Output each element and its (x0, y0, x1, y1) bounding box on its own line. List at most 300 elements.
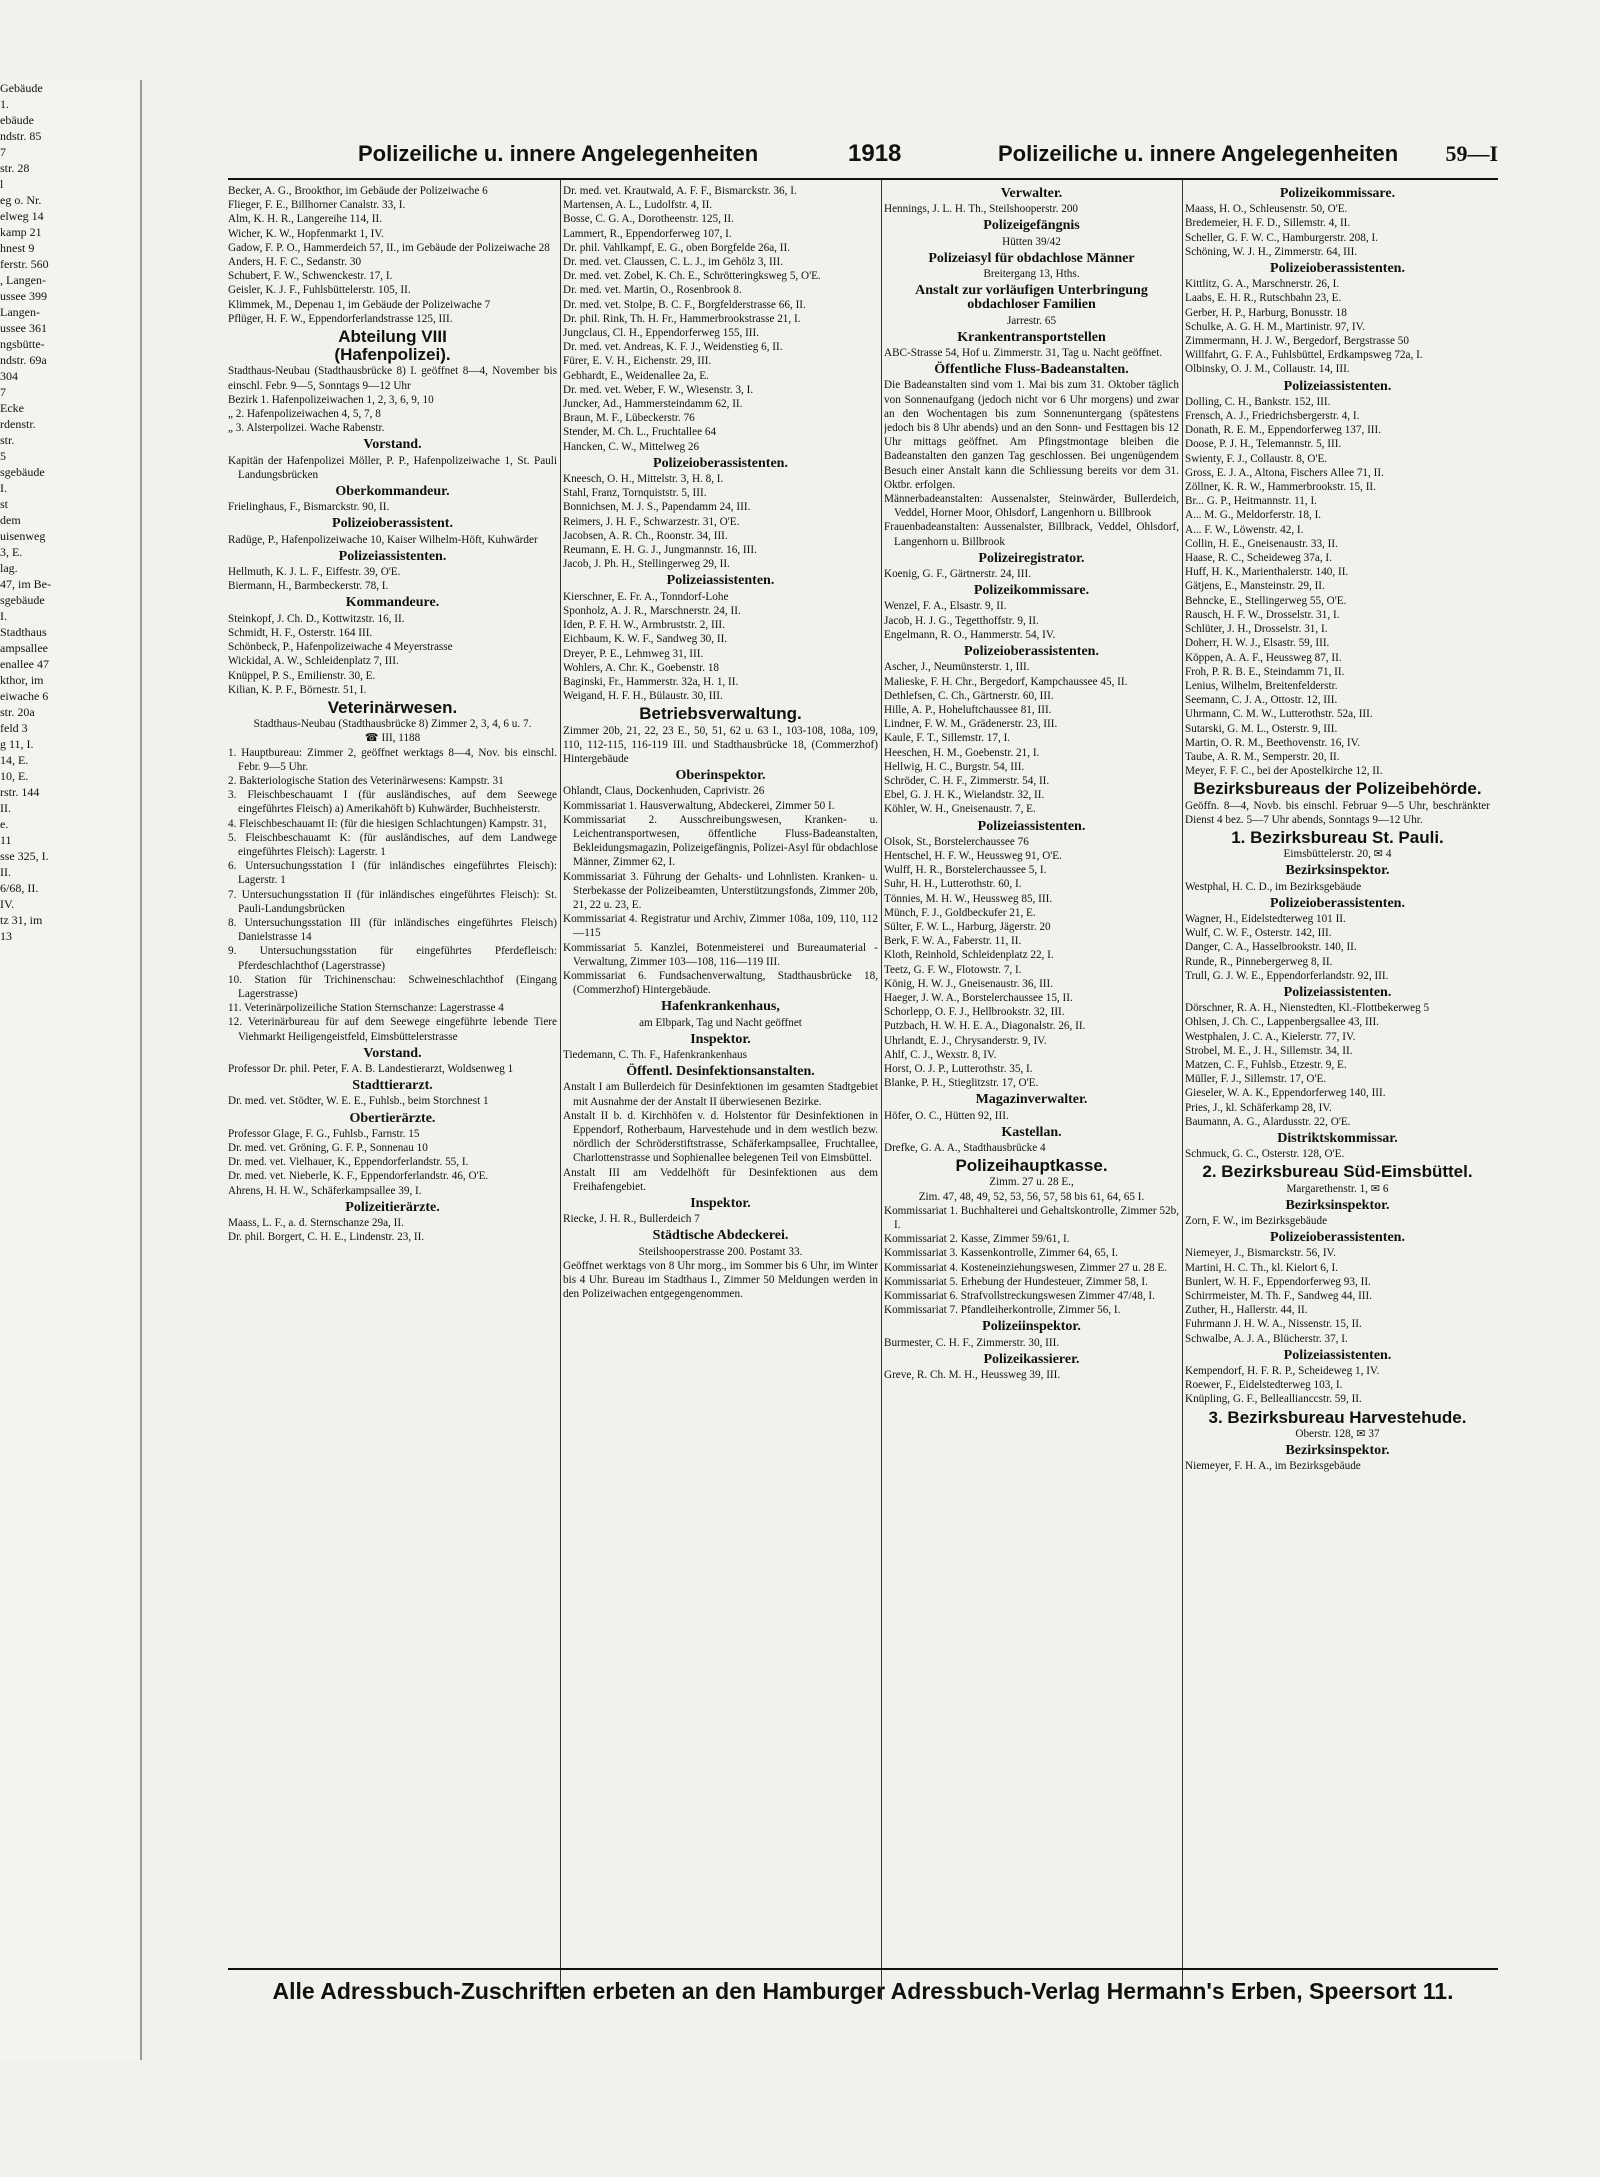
directory-entry: Kommissariat 6. Strafvollstreckungswesen Zimmer 47/48, I. (884, 1290, 1155, 1303)
directory-entry: Kempendorf, H. F. R. P., Scheideweg 1, IV. (1185, 1365, 1380, 1378)
section-heading: Verwalter. (1000, 186, 1063, 201)
section-heading: Polizeioberassistenten. (1270, 261, 1405, 277)
section-heading: Polizeiassistenten. (1283, 1347, 1392, 1363)
directory-entry: Kloth, Reinhold, Schleidenplatz 22, I. (884, 949, 1054, 962)
edge-line: 5 (0, 449, 6, 463)
directory-entry: Martini, H. C. Th., kl. Kielort 6, I. (1185, 1261, 1338, 1274)
directory-entry: Dörschner, R. A. H., Nienstedten, Kl.-Flottbekerweg 5 (1185, 1002, 1430, 1015)
directory-entry: Wicher, K. W., Hopfenmarkt 1, IV. (228, 227, 384, 240)
directory-entry: Berk, F. W. A., Faberstr. 11, II. (884, 935, 1022, 948)
directory-entry: Niemeyer, J., Bismarckstr. 56, IV. (1185, 1247, 1336, 1260)
directory-entry: Kommissariat 4. Kosteneinziehungswesen, Zimmer 27 u. 28 E. (884, 1261, 1168, 1274)
directory-entry: Radüge, P., Hafenpolizeiwache 10, Kaiser Wilhelm-Höft, Kuhwärder (228, 533, 538, 546)
directory-entry: Schönbeck, P., Hafenpolizeiwache 4 Meyerstrasse (228, 641, 453, 654)
directory-entry: Dr. phil. Borgert, C. H. E., Lindenstr. 23, II. (228, 1231, 425, 1244)
department-heading: Bezirksbureaus der Polizeibehörde. (1193, 779, 1482, 799)
edge-line: IV. (0, 897, 15, 911)
directory-entry: Teetz, G. F. W., Flotowstr. 7, I. (884, 963, 1022, 976)
directory-entry: Baginski, Fr., Hammerstr. 32a, H. 1, II. (563, 675, 739, 688)
location-line: am Elbpark, Tag und Nacht geöffnet (639, 1016, 802, 1029)
directory-entry: Taube, A. R. M., Semperstr. 20, II. (1185, 750, 1340, 763)
directory-entry: Malieske, F. H. Chr., Bergedorf, Kampchaussee 45, II. (884, 675, 1128, 688)
directory-entry: Willfahrt, G. F. A., Fuhlsbüttel, Erdkampsweg 72a, I. (1185, 349, 1423, 362)
directory-entry: Biermann, H., Barmbeckerstr. 78, I. (228, 580, 389, 593)
edge-line: l (0, 177, 4, 191)
directory-entry: Steinkopf, J. Ch. D., Kottwitzstr. 16, II. (228, 612, 405, 625)
directory-entry: Burmester, C. H. F., Zimmerstr. 30, III. (884, 1336, 1060, 1349)
info-paragraph: ABC-Strasse 54, Hof u. Zimmerstr. 31, Tag u. Nacht geöffnet. (884, 347, 1163, 360)
directory-entry: Zöllner, K. R. W., Hammerbrookstr. 15, II. (1185, 481, 1376, 494)
directory-entry: Kommissariat 2. Ausschreibungswesen, Kranken- u. Leichentransportwesen, öffentliche Fluss-Badeanstalten, Bekleidungsmagazin, Polizeigefängnis, Polizei-Asyl für obdachlose Männer, Zimmer 62, I. (563, 813, 878, 869)
department-heading: 2. Bezirksbureau Süd-Eimsbüttel. (1202, 1162, 1473, 1182)
directory-entry: Ahrens, H. H. W., Schäferkampsallee 39, I. (228, 1184, 422, 1197)
directory-entry: „ 3. Alsterpolizei. Wache Rabenstr. (228, 422, 385, 435)
directory-entry: Kommissariat 3. Kassenkontrolle, Zimmer 64, 65, I. (884, 1247, 1118, 1260)
directory-entry: Uhrlandt, E. J., Chrysanderstr. 9, IV. (884, 1034, 1047, 1047)
directory-entry: Frensch, A. J., Friedrichsbergerstr. 4, I. (1185, 410, 1360, 423)
directory-entry: Wulff, H. R., Borstelerchaussee 5, I. (884, 864, 1047, 877)
directory-entry: Professor Glage, F. G., Fuhlsb., Farnstr. 15 (228, 1127, 420, 1140)
location-line: Jarrestr. 65 (1006, 314, 1057, 327)
edge-line: 14, E. (0, 753, 29, 767)
directory-entry: Klimmek, M., Depenau 1, im Gebäude der Polizeiwache 7 (228, 298, 491, 311)
directory-entry: Zorn, F. W., im Bezirksgebäude (1185, 1215, 1328, 1228)
directory-entry: Gerber, H. P., Harburg, Bonusstr. 18 (1185, 306, 1347, 319)
directory-entry: Dr. med. vet. Stolpe, B. C. F., Borgfelderstrasse 66, II. (563, 298, 806, 311)
directory-entry: Dr. med. vet. Vielhauer, K., Eppendorferlandstr. 55, I. (228, 1156, 469, 1169)
edge-line: dem (0, 513, 21, 527)
directory-entry: Schröder, C. H. F., Zimmerstr. 54, II. (884, 774, 1050, 787)
directory-entry: Greve, R. Ch. M. H., Heussweg 39, III. (884, 1369, 1061, 1382)
directory-entry: Jacob, J. Ph. H., Stellingerweg 29, II. (563, 558, 730, 571)
section-heading: Polizeikommissare. (1279, 186, 1396, 201)
location-line: Margarethenstr. 1, ✉ 6 (1286, 1182, 1389, 1195)
column-divider (1182, 180, 1183, 2000)
directory-entry: Bunlert, W. H. F., Eppendorferweg 93, II. (1185, 1275, 1371, 1288)
edge-line: ampsallee (0, 641, 48, 655)
directory-entry: Kommissariat 5. Erhebung der Hundesteuer, Zimmer 58, I. (884, 1275, 1148, 1288)
location-line: Zimm. 27 u. 28 E., (989, 1176, 1074, 1189)
directory-entry: Schmidt, H. F., Osterstr. 164 III. (228, 626, 373, 639)
edge-line: feld 3 (0, 721, 28, 735)
directory-entry: Pries, J., kl. Schäferkamp 28, IV. (1185, 1101, 1332, 1114)
directory-entry: Stender, M. Ch. L., Fruchtallee 64 (563, 426, 717, 439)
directory-entry: Pflüger, H. F. W., Eppendorferlandstrasse 125, III. (228, 312, 453, 325)
info-paragraph: Stadthaus-Neubau (Stadthausbrücke 8) I. geöffnet 8—4, November bis einschl. Febr. 9—5, Sonntags 9—12 Uhr (228, 365, 557, 392)
section-heading: Polizeiregistrator. (978, 550, 1085, 566)
location-line: Zim. 47, 48, 49, 52, 53, 56, 57, 58 bis 61, 64, 65 I. (918, 1190, 1145, 1203)
edge-line: I. (0, 481, 7, 495)
edge-line: 3, E. (0, 545, 23, 559)
edge-line: uisenweg (0, 529, 46, 543)
section-heading: Bezirksinspektor. (1285, 1443, 1390, 1459)
department-heading: 3. Bezirksbureau Harvestehude. (1208, 1407, 1467, 1427)
directory-entry: Kaule, F. T., Sillemstr. 17, I. (884, 732, 1011, 745)
department-heading: Polizeihauptkasse. (955, 1156, 1108, 1176)
edge-line: 47, im Be- (0, 577, 51, 591)
directory-entry: 7. Untersuchungsstation II (für inländisches eingeführtes Fleisch): St. Pauli-Landungsbrücken (228, 888, 557, 915)
edge-line: st (0, 497, 9, 511)
directory-entry: Köppen, A. A. F., Heussweg 87, II. (1185, 651, 1342, 664)
directory-entry: Dolling, C. H., Bankstr. 152, III. (1185, 395, 1331, 408)
section-heading: Polizeikassierer. (983, 1351, 1080, 1367)
section-heading: Bezirksinspektor. (1285, 863, 1390, 879)
directory-entry: Anstalt I am Bullerdeich für Desinfektionen im gesamten Stadtgebiet mit Ausnahme der der Anstalt II überwiesenen Bezirke. (563, 1081, 878, 1108)
directory-entry: Trull, G. J. W. E., Eppendorferlandstr. 92, III. (1185, 969, 1389, 982)
directory-entry: Riecke, J. H. R., Bullerdeich 7 (563, 1213, 700, 1226)
directory-entry: Hille, A. P., Hoheluftchaussee 81, III. (884, 703, 1052, 716)
directory-entry: Anders, H. F. C., Sedanstr. 30 (228, 256, 362, 269)
directory-entry: Westphalen, J. C. A., Kielerstr. 77, IV. (1185, 1030, 1356, 1043)
directory-entry: Dr. med. vet. Weber, F. W., Wiesenstr. 3, I. (563, 383, 754, 396)
directory-entry: 2. Bakteriologische Station des Veterinärwesens: Kampstr. 31 (228, 774, 504, 787)
directory-entry: Haeger, J. W. A., Borstelerchaussee 15, II. (884, 991, 1073, 1004)
directory-entry: Kommissariat 5. Kanzlei, Botenmeisterei und Bureaumaterial - Verwaltung, Zimmer 103—108, 116—119 III. (563, 941, 878, 968)
directory-entry: Hancken, C. W., Mittelweg 26 (563, 440, 700, 453)
column-1 (228, 184, 557, 1244)
edge-line: II. (0, 801, 11, 815)
directory-entry: Schulke, A. G. H. M., Martinistr. 97, IV. (1185, 320, 1366, 333)
directory-entry: Dr. med. vet. Andreas, K. F. J., Weidenstieg 6, II. (563, 341, 783, 354)
directory-entry: Ohlsen, J. Ch. C., Lappenbergsallee 43, III. (1185, 1016, 1379, 1029)
directory-entry: Becker, A. G., Brookthor, im Gebäude der Polizeiwache 6 (228, 185, 488, 197)
directory-entry: Meyer, F. F. C., bei der Apostelkirche 12, II. (1185, 765, 1383, 778)
header-year: 1918 (848, 140, 902, 167)
location-line: Hütten 39/42 (1002, 235, 1061, 248)
directory-entry: Schwalbe, A. J. A., Blücherstr. 37, I. (1185, 1332, 1348, 1345)
edge-line: ferstr. 560 (0, 257, 49, 271)
edge-line: enallee 47 (0, 657, 49, 671)
directory-page (228, 130, 1498, 2060)
previous-page-edge (0, 80, 142, 2060)
section-heading: Bezirksinspektor. (1285, 1197, 1390, 1213)
directory-entry: 5. Fleischbeschauamt K: (für ausländisches, auf dem Landwege eingeführtes Fleisch): Lagerstr. 1 (228, 831, 557, 858)
edge-line: elweg 14 (0, 209, 44, 223)
section-heading: Polizeigefängnis (983, 218, 1080, 234)
directory-entry: Ascher, J., Neumünsterstr. 1, III. (884, 661, 1030, 674)
directory-entry: Suhr, H. H., Lutterothstr. 60, I. (884, 878, 1022, 891)
directory-entry: Reumann, E. H. G. J., Jungmannstr. 16, III. (563, 544, 757, 557)
directory-entry: Kommissariat 4. Registratur und Archiv, Zimmer 108a, 109, 110, 112—115 (563, 913, 878, 940)
directory-entry: Doose, P. J. H., Telemannstr. 5, III. (1185, 438, 1342, 451)
edge-line: eg o. Nr. (0, 193, 42, 207)
directory-entry: Knüpling, G. F., Belleallianccstr. 59, II. (1185, 1393, 1362, 1406)
directory-entry: Doherr, H. W. J., Elsastr. 59, III. (1185, 637, 1330, 650)
directory-entry: 4. Fleischbeschauamt II: (für die hiesigen Schlachtungen) Kampstr. 31, (228, 817, 547, 830)
directory-entry: Schmuck, G. C., Osterstr. 128, O'E. (1185, 1148, 1345, 1161)
directory-entry: Olbinsky, O. J. M., Collaustr. 14, III. (1185, 363, 1350, 376)
directory-entry: Martensen, A. L., Ludolfstr. 4, II. (563, 199, 713, 212)
directory-entry: Schirrmeister, M. Th. F., Sandweg 44, III. (1185, 1290, 1373, 1303)
directory-entry: 9. Untersuchungsstation für eingeführtes Pferdefleisch: Pferdeschlachthof (Lagerstrasse) (228, 945, 557, 972)
directory-entry: König, H. W. J., Gneisenaustr. 36, III. (884, 977, 1054, 990)
edge-line: ndstr. 85 (0, 129, 42, 143)
directory-entry: A... M. G., Meldorferstr. 18, I. (1185, 509, 1322, 522)
directory-entry: Knüppel, P. S., Emilienstr. 30, E. (228, 669, 376, 682)
section-heading: Hafenkrankenhaus, (661, 999, 780, 1015)
directory-entry: Uhrmann, C. M. W., Lutterothstr. 52a, III. (1185, 708, 1373, 721)
directory-entry: Sülter, F. W. L., Harburg, Jägerstr. 20 (884, 920, 1051, 933)
directory-entry: 11. Veterinärpolizeiliche Station Sternschanze: Lagerstrasse 4 (228, 1002, 504, 1015)
edge-line: 304 (0, 369, 18, 383)
edge-line: g 11, I. (0, 737, 34, 751)
directory-entry: Münch, F. J., Goldbeckufer 21, E. (884, 906, 1036, 919)
info-paragraph: Geöffnet werktags von 8 Uhr morg., im Sommer bis 6 Uhr, im Winter bis 4 Uhr. Bureau im Stadthaus I., Zimmer 50 Meldungen werden in den Polizeiwachen entgegengenommen. (563, 1259, 878, 1301)
edge-line: lag. (0, 561, 18, 575)
directory-entry: Ahlf, C. J., Wexstr. 8, IV. (884, 1048, 997, 1061)
location-line: Eimsbüttelerstr. 20, ✉ 4 (1283, 848, 1392, 861)
edge-line: Gebäude (0, 81, 43, 95)
directory-entry: Dr. med. vet. Martin, O., Rosenbrook 8. (563, 284, 742, 297)
directory-entry: Rausch, H. F. W., Drosselstr. 31, I. (1185, 608, 1340, 621)
directory-entry: Anstalt II b. d. Kirchhöfen v. d. Holstentor für Desinfektionen in Eppendorf, Rotherbaum, Harvestehude und in dem westlich bezw. nördlich der Schröderstiftstrasse, Schäferkampsallee, Fruchtallee, Charlottenstrasse und Sophienallee belegenen Teil von Eimsbüttel. (563, 1109, 878, 1165)
location-line: Oberstr. 128, ✉ 37 (1295, 1427, 1380, 1440)
directory-entry: Martin, O. R. M., Beethovenstr. 16, IV. (1185, 736, 1361, 749)
directory-entry: Roewer, F., Eidelstedterweg 103, I. (1185, 1379, 1343, 1392)
location-line: Stadthaus-Neubau (Stadthausbrücke 8) Zimmer 2, 3, 4, 6 u. 7. (253, 718, 532, 731)
section-heading: Vorstand. (363, 437, 422, 453)
directory-entry: Anstalt III am Veddelhöft für Desinfektionen aus dem Freihafengebiet. (563, 1166, 878, 1193)
directory-entry: Drefke, G. A. A., Stadthausbrücke 4 (884, 1142, 1046, 1154)
section-heading: Stadttierarzt. (352, 1078, 433, 1094)
edge-line: 1. (0, 97, 9, 111)
directory-entry: 8. Untersuchungsstation III (für inländisches eingeführtes Fleisch) Danielstrasse 14 (228, 916, 557, 944)
directory-entry: Runde, R., Pinnebergerweg 8, II. (1185, 955, 1333, 968)
edge-line: kamp 21 (0, 225, 42, 239)
edge-line: str. 28 (0, 161, 30, 175)
directory-entry: Heeschen, H. M., Goebenstr. 21, I. (884, 746, 1040, 759)
section-heading: Städtische Abdeckerei. (652, 1228, 789, 1244)
directory-entry: Blanke, P. H., Stieglitzstr. 17, O'E. (884, 1077, 1039, 1090)
directory-entry: Koenig, G. F., Gärtnerstr. 24, III. (884, 568, 1031, 581)
directory-entry: Zimmermann, H. J. W., Bergedorf, Bergstrasse 50 (1185, 335, 1409, 348)
directory-entry: Horst, O. J. P., Lutterothstr. 35, I. (884, 1062, 1033, 1075)
directory-entry: Hellmuth, K. J. L. F., Eiffestr. 39, O'E. (228, 566, 401, 579)
section-heading: Polizeitierärzte. (345, 1199, 440, 1215)
header-left-title: Polizeiliche u. innere Angelegenheiten (358, 141, 759, 166)
directory-entry: Schubert, F. W., Schwenckestr. 17, I. (228, 270, 393, 283)
column-4 (1185, 184, 1490, 1473)
section-heading: Kastellan. (1001, 1124, 1062, 1140)
directory-entry: Dr. med. vet. Zobel, K. Ch. E., Schrötteringksweg 5, O'E. (563, 270, 821, 283)
section-heading: Polizeiassistenten. (977, 818, 1086, 834)
department-heading: Abteilung VIII (338, 327, 447, 347)
directory-entry: Reimers, J. H. F., Schwarzestr. 31, O'E. (563, 515, 740, 528)
directory-entry: Braun, M. F., Lübeckerstr. 76 (563, 412, 695, 425)
directory-entry: Collin, H. E., Gneisenaustr. 33, II. (1185, 537, 1338, 550)
directory-entry: Putzbach, H. W. H. E. A., Diagonalstr. 26, II. (884, 1020, 1086, 1033)
section-heading: Polizeiassistenten. (338, 548, 447, 564)
directory-entry: Kommissariat 6. Fundsachenverwaltung, Stadthausbrücke 18, (Commerzhof) Hintergebäude. (563, 969, 878, 997)
directory-entry: Fuhrmann J. H. W. A., Nissenstr. 15, II. (1185, 1318, 1362, 1331)
section-heading: Öffentliche Fluss-Badeanstalten. (934, 362, 1129, 378)
directory-entry: Zuther, H., Hallerstr. 44, II. (1185, 1304, 1308, 1317)
edge-line: , Langen- (0, 273, 46, 287)
edge-line: 7 (0, 385, 6, 399)
directory-entry: Haase, R. C., Scheideweg 37a, I. (1185, 552, 1332, 565)
directory-entry: Froh, P. R. B. E., Steindamm 71, II. (1185, 665, 1345, 678)
edge-line: kthor, im (0, 673, 44, 687)
directory-entry: Frielinghaus, F., Bismarckstr. 90, II. (228, 501, 390, 514)
directory-entry: Männerbadeanstalten: Aussenalster, Steinwärder, Bullerdeich, Veddel, Horner Moor, Ohlsdorf, Langenhorn u. Billbrook (884, 493, 1179, 520)
publisher-footer: Alle Adressbuch-Zuschriften erbeten an den Hamburger Adressbuch-Verlag Hermann's Erben, Speersort 11. (228, 1968, 1498, 2005)
directory-entry: Baumann, A. G., Alardusstr. 22, O'E. (1185, 1115, 1351, 1128)
directory-entry: Kittlitz, G. A., Marschnerstr. 26, I. (1185, 278, 1340, 291)
directory-entry: Seemann, C. J. A., Ottostr. 12, III. (1185, 694, 1338, 707)
directory-entry: 1. Hauptbureau: Zimmer 2, geöffnet werktags 8—4, Nov. bis einschl. Febr. 9—5 Uhr. (228, 746, 557, 773)
directory-entry: Wohlers, A. Chr. K., Goebenstr. 18 (563, 661, 720, 674)
directory-entry: Frauenbadeanstalten: Aussenalster, Billbrack, Veddel, Ohlsdorf, Langenhorn u. Billbrook (884, 521, 1179, 548)
directory-entry: Wickidal, A. W., Schleidenplatz 7, III. (228, 655, 399, 668)
edge-line: 10, E. (0, 769, 29, 783)
edge-line: ngsbütte- (0, 337, 45, 351)
section-heading: Oberinspektor. (675, 768, 766, 784)
directory-entry: Sutarski, G. M. L., Osterstr. 9, III. (1185, 722, 1338, 735)
directory-entry: Engelmann, R. O., Hammerstr. 54, IV. (884, 628, 1056, 641)
edge-line: 6/68, II. (0, 881, 39, 895)
section-heading: Polizeiassistenten. (1283, 984, 1392, 1000)
directory-entry: Donath, R. E. M., Eppendorferweg 137, III. (1185, 424, 1382, 437)
directory-entry: Weigand, H. F. H., Bülaustr. 30, III. (563, 690, 723, 703)
location-line: ☎ III, 1188 (364, 732, 421, 745)
info-paragraph: Geöffn. 8—4, Novb. bis einschl. Februar 9—5 Uhr, beschränkter Dienst 4 bez. 5—7 Uhr abends, Sonntags 9—12 Uhr. (1185, 799, 1490, 826)
directory-entry: Kneesch, O. H., Mittelstr. 3, H. 8, I. (563, 473, 724, 486)
directory-entry: Br... G. P., Heitmannstr. 11, I. (1185, 495, 1317, 508)
directory-entry: Niemeyer, F. H. A., im Bezirksgebäude (1185, 1460, 1361, 1473)
directory-entry: Schorlepp, O. F. J., Hellbrookstr. 32, III. (884, 1006, 1065, 1019)
directory-entry: Dr. med. vet. Stödter, W. E. E., Fuhlsb., beim Storchnest 1 (228, 1095, 489, 1108)
directory-entry: Gätjens, E., Mansteinstr. 29, II. (1185, 580, 1325, 593)
edge-line: tz 31, im (0, 913, 43, 927)
directory-entry: Lammert, R., Eppendorferweg 107, I. (563, 227, 732, 240)
edge-line: ussee 361 (0, 321, 47, 335)
section-heading: Polizeiassistenten. (1283, 378, 1392, 394)
directory-entry: Tönnies, M. H. W., Heussweg 85, III. (884, 892, 1053, 905)
directory-entry: Schlüter, J. H., Drosselstr. 31, I. (1185, 623, 1328, 636)
directory-entry: 12. Veterinärbureau für auf dem Seewege eingeführte lebende Tiere Viehmarkt Heiligengeistfeld, Eimsbüttelerstrasse (228, 1016, 557, 1043)
edge-line: 13 (0, 929, 12, 943)
directory-entry: Gross, E. J. A., Altona, Fischers Allee 71, II. (1185, 466, 1384, 479)
edge-line: sse 325, I. (0, 849, 49, 863)
section-heading: Polizeikommissare. (973, 583, 1090, 599)
department-heading: Betriebsverwaltung. (639, 704, 802, 724)
section-heading: Polizeioberassistent. (332, 516, 453, 532)
directory-entry: Kommissariat 1. Hausverwaltung, Abdeckerei, Zimmer 50 I. (563, 799, 835, 812)
directory-entry: Hennings, J. L. H. Th., Steilshooperstr. 200 (884, 203, 1079, 216)
edge-line: sgebäude (0, 465, 45, 479)
directory-entry: Kapitän der Hafenpolizei Möller, P. P., Hafenpolizeiwache 1, St. Pauli Landungsbrücken (228, 454, 557, 481)
edge-line: rstr. 144 (0, 785, 40, 799)
directory-entry: Huff, H. K., Marienthalerstr. 140, II. (1185, 566, 1349, 579)
directory-entry: Dr. med. vet. Gröning, G. F. P., Sonnenau 10 (228, 1142, 428, 1154)
directory-entry: Hellwig, H. C., Burgstr. 54, III. (884, 760, 1025, 773)
section-heading: Magazinverwalter. (975, 1092, 1088, 1108)
location-line: Breitergang 13, Hths. (983, 268, 1080, 281)
directory-entry: Hentschel, H. F. W., Heussweg 91, O'E. (884, 849, 1062, 862)
directory-entry: Wulf, C. W. F., Osterstr. 142, III. (1185, 927, 1332, 940)
section-heading: Öffentl. Desinfektionsanstalten. (626, 1064, 815, 1080)
section-heading: Polizeioberassistenten. (653, 455, 788, 471)
directory-entry: A... F. W., Löwenstr. 42, I. (1185, 523, 1304, 536)
section-heading: Polizeiassistenten. (666, 573, 775, 589)
directory-entry: Stahl, Franz, Tornquiststr. 5, III. (563, 487, 707, 500)
directory-entry: 3. Fleischbeschauamt I (für ausländisches, auf dem Seewege eingeführtes Fleisch) a) Amerikahöft b) Kuhwärder, Buchheisterstr. (228, 789, 557, 816)
info-paragraph: Die Badeanstalten sind vom 1. Mai bis zum 31. Oktober täglich von Sonnenaufgang (jedoch nicht vor 6 Uhr morgens) und zwar an den Wochentagen bis zum Sonnenuntergang (spätestens jedoch bis 8 Uhr abends) und an den Sonn- und Festtagen bis 12 Uhr mittags geöffnet. Am Pfingstmontage bleiben die Badeanstalten den ganzen Tag geschlossen. Bei ungenügendem Besuch einer Anstalt kann die Schliessung bereits vor dem 31. Oktbr. erfolgen. (884, 379, 1179, 491)
directory-entry: Bredemeier, H. F. D., Sillemstr. 4, II. (1185, 217, 1351, 230)
directory-entry: Juncker, Ad., Hammersteindamm 62, II. (563, 398, 743, 411)
directory-entry: Maass, L. F., a. d. Sternschanze 29a, II. (228, 1217, 404, 1230)
column-divider (881, 180, 882, 2000)
column-divider (560, 180, 561, 2000)
directory-entry: Kommissariat 3. Führung der Gehalts- und Lohnlisten. Kranken- u. Sterbekasse der Polizeibeamten, Unterstützungsfonds, Zimmer 20b, 21, 22 u. 23, E. (563, 870, 878, 911)
edge-line: ebäude (0, 113, 34, 127)
directory-entry: 10. Station für Trichinenschau: Schweineschlachthof (Eingang Lagerstrasse) (228, 973, 557, 1000)
directory-entry: Dr. phil. Vahlkampf, E. G., oben Borgfelde 26a, II. (563, 241, 791, 254)
directory-entry: Lindner, F. W. M., Grädenerstr. 23, III. (884, 718, 1058, 731)
directory-entry: Höfer, O. C., Hütten 92, III. (884, 1109, 1009, 1122)
column-3 (884, 184, 1179, 1382)
directory-entry: Maass, H. O., Schleusenstr. 50, O'E. (1185, 203, 1348, 216)
section-heading: Distriktskommissar. (1277, 1131, 1398, 1146)
directory-entry: Köhler, W. H., Gneisenaustr. 7, E. (884, 803, 1036, 816)
directory-entry: Eichbaum, K. W. F., Sandweg 30, II. (563, 633, 728, 646)
directory-entry: Gebhardt, E., Weidenallee 2a, E. (563, 369, 709, 382)
edge-line: e. (0, 817, 9, 831)
directory-entry: Ebel, G. J. H. K., Wielandstr. 32, II. (884, 789, 1045, 802)
directory-entry: Laabs, E. H. R., Rutschbahn 23, E. (1185, 292, 1342, 305)
edge-line: Ecke (0, 401, 24, 415)
edge-line: 11 (0, 833, 12, 847)
page-header (228, 130, 1498, 180)
edge-line: hnest 9 (0, 241, 35, 255)
edge-line: eiwache 6 (0, 689, 49, 703)
directory-entry: Schöning, W. J. H., Zimmerstr. 64, III. (1185, 245, 1358, 258)
directory-entry: Gadow, F. P. O., Hammerdeich 57, II., im Gebäude der Polizeiwache 28 (228, 241, 550, 254)
info-paragraph: Zimmer 20b, 21, 22, 23 E., 50, 51, 62 u. 63 I., 103-108, 108a, 109, 110, 112-115, 116-119 III. und Stadthausbrücke 18, (Commerzhof) Hintergebäude (563, 724, 878, 765)
directory-entry: Flieger, F. E., Billhorner Canalstr. 33, I. (228, 199, 406, 212)
directory-entry: Sponholz, A. J. R., Marschnerstr. 24, II. (563, 604, 741, 617)
directory-entry: Lenius, Wilhelm, Breitenfelderstr. (1185, 679, 1338, 692)
edge-line: Stadthaus (0, 625, 47, 639)
edge-line: ussee 399 (0, 289, 47, 303)
text-columns (228, 180, 1498, 2000)
section-heading: Anstalt zur vorläufigen Unterbringung obdachloser Familien (915, 283, 1148, 313)
directory-entry: Kierschner, E. Fr. A., Tonndorf-Lohe (563, 590, 729, 603)
directory-entry: Dreyer, P. E., Lehmweg 31, III. (563, 647, 704, 660)
page-number: 59—I (1445, 141, 1498, 166)
edge-line: rdenstr. (0, 417, 36, 431)
section-heading: Polizeioberassistenten. (964, 644, 1099, 660)
section-heading: Polizeiasyl für obdachlose Männer (928, 250, 1135, 266)
edge-line: sgebäude (0, 593, 45, 607)
location-line: Steilshooperstrasse 200. Postamt 33. (638, 1245, 803, 1258)
directory-entry: Wenzel, F. A., Elsastr. 9, II. (884, 600, 1007, 613)
directory-entry: Gieseler, W. A. K., Eppendorferweg 140, III. (1185, 1087, 1386, 1100)
directory-entry: Kommissariat 2. Kasse, Zimmer 59/61, I. (884, 1233, 1070, 1246)
directory-entry: Olsok, St., Borstelerchaussee 76 (884, 835, 1029, 848)
department-heading: 1. Bezirksbureau St. Pauli. (1231, 827, 1444, 847)
directory-entry: Dr. phil. Rink, Th. H. Fr., Hammerbrookstrasse 21, I. (563, 312, 801, 325)
section-heading: Oberkommandeur. (335, 484, 450, 500)
edge-line: 7 (0, 145, 6, 159)
section-heading: Polizeioberassistenten. (1270, 895, 1405, 911)
directory-entry: Jacob, H. J. G., Tegetthoffstr. 9, II. (884, 614, 1039, 627)
section-heading: Inspektor. (690, 1196, 751, 1212)
edge-line: str. (0, 433, 15, 447)
directory-entry: Wagner, H., Eidelstedterweg 101 II. (1185, 912, 1346, 925)
directory-entry: Fürer, E. V. H., Eichenstr. 29, III. (563, 355, 712, 368)
edge-line: I. (0, 609, 7, 623)
